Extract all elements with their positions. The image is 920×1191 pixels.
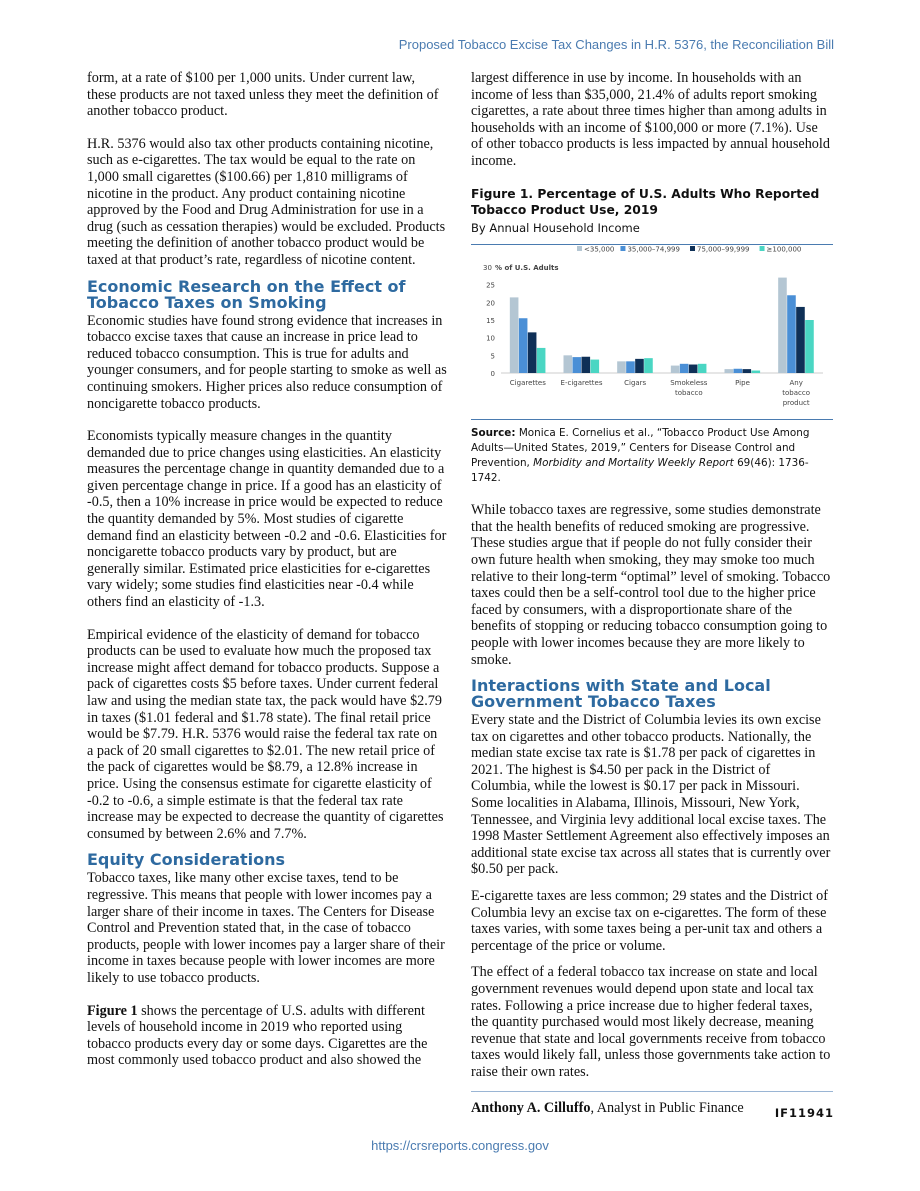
x-tick-label: tobacco <box>782 389 811 398</box>
source-label: Source: <box>471 427 516 440</box>
figure-subtitle: By Annual Household Income <box>471 220 640 235</box>
y-tick-label: 0 <box>490 370 495 379</box>
bar <box>805 320 814 373</box>
running-header: Proposed Tobacco Excise Tax Changes in H.R. 5376, the Reconciliation Bill <box>398 37 834 52</box>
section-heading: Interactions with State and Local Government Tobacco Taxes <box>471 676 771 712</box>
figure-source <box>471 426 833 486</box>
x-tick-label: tobacco <box>674 389 703 398</box>
bar <box>689 365 698 373</box>
x-tick-label: Cigarettes <box>509 379 546 388</box>
bar <box>698 364 707 373</box>
bar <box>734 369 743 373</box>
report-id: IF11941 <box>774 1106 834 1120</box>
y-axis-title: % of U.S. Adults <box>495 264 559 273</box>
x-tick-label: E-cigarettes <box>560 379 603 388</box>
bar <box>537 348 546 373</box>
footer-link[interactable]: https://crsreports.congress.gov <box>371 1138 549 1153</box>
bar <box>573 357 582 373</box>
bar <box>671 366 680 373</box>
bar <box>528 333 537 374</box>
paragraph: Economists typically measure changes in the quantity demanded due to price changes using elasticities. An elasticity measures the percentage change in quantity demanded due to a given percentage change in price. If a good has an elasticity of -0.5, then a 10% increase in price would be expected to reduce the quantity demanded by 5%. Most studies of cigarette demand find an elasticity between -0.2 and -0.6. Elasticities for noncigarette tobacco products vary by product, but are generally similar. Estimated price elasticities for e-cigarettes vary widely; some studies find elasticities near -0.4 while others find an elasticity of -1.3. <box>87 428 447 611</box>
legend-swatch <box>577 246 582 251</box>
bar <box>626 361 635 373</box>
legend-label: ≥100,000 <box>766 245 802 254</box>
paragraph: Tobacco taxes, like many other excise taxes, tend to be regressive. This means that people with lower incomes pay a larger share of their income in taxes. The Centers for Disease Control and Prevention stated that, in the case of tobacco products, people with lower incomes pay a larger share of their income in taxes because people with lower incomes are more likely to use tobacco products. <box>87 870 445 986</box>
figure-reference[interactable]: Figure 1 <box>87 1002 138 1019</box>
y-tick-label: 30 <box>483 264 492 273</box>
x-tick-label: Pipe <box>735 379 750 388</box>
x-tick-label: Cigars <box>624 379 647 388</box>
divider <box>471 1091 833 1092</box>
bar <box>778 278 787 373</box>
bar <box>787 295 796 373</box>
bar <box>743 369 752 373</box>
paragraph: The effect of a federal tobacco tax increase on state and local government revenues would depend upon state and local tax rates. Following a price increase due to higher federal taxes, the quantity purchased would most likely decrease, meaning revenue that state and local governments receive from tobacco taxes would likely fall, unless those governments take action to raise their own rates. <box>471 964 831 1080</box>
bar <box>582 357 591 373</box>
bar <box>635 359 644 373</box>
paragraph: form, at a rate of $100 per 1,000 units. Under current law, these products are not taxed unless they meet the definition of another tobacco product. <box>87 70 439 120</box>
bar <box>519 318 528 373</box>
legend-label: 35,000–74,999 <box>627 245 680 254</box>
figure-title: Figure 1. Percentage of U.S. Adults Who Reported Tobacco Product Use, 2019 <box>471 186 820 217</box>
bar <box>617 361 626 373</box>
y-tick-label: 15 <box>486 317 495 326</box>
legend-swatch <box>620 246 625 251</box>
legend-swatch <box>690 246 695 251</box>
source-text: 69(46): 1736-1742. <box>471 457 809 485</box>
x-tick-label: Smokeless <box>670 379 708 388</box>
author-name: Anthony A. Cilluffo <box>471 1099 591 1116</box>
source-text: Monica E. Cornelius et al., “Tobacco Product Use Among Adults—United States, 2019,” Centers for Disease Control and Prevention, <box>471 427 810 470</box>
bar <box>564 355 573 373</box>
section-heading: Economic Research on the Effect of Tobacco Taxes on Smoking <box>87 276 406 312</box>
legend-label: 75,000–99,999 <box>697 245 750 254</box>
y-tick-label: 20 <box>486 299 495 308</box>
figure-chart <box>471 244 833 420</box>
bar <box>752 371 761 373</box>
bar <box>796 307 805 373</box>
section-heading: Equity Considerations <box>87 850 286 870</box>
x-tick-label: Any <box>789 379 803 388</box>
x-tick-label: product <box>782 399 810 408</box>
paragraph-text: shows the percentage of U.S. adults with different levels of household income in 2019 who reported using tobacco products every day or some days. Cigarettes are the most commonly used tobacco product and also showed the <box>87 1002 428 1069</box>
paragraph: largest difference in use by income. In households with an income of less than $35,000, 21.4% of adults report smoking cigarettes, a rate about three times higher than among adults in households with an income of $100,000 or more (7.1%). Use of other tobacco products is less impacted by annual household income. <box>471 70 830 169</box>
y-tick-label: 25 <box>486 281 495 290</box>
left-column <box>87 70 447 1085</box>
right-column <box>471 70 833 1132</box>
bar <box>591 360 600 373</box>
legend-label: <35,000 <box>584 245 615 254</box>
y-tick-label: 10 <box>486 334 495 343</box>
bar <box>680 364 689 373</box>
paragraph: H.R. 5376 would also tax other products containing nicotine, such as e-cigarettes. The tax would be equal to the rate on 1,000 small cigarettes ($100.66) per 1,810 milligrams of nicotine in the product. Any product containing nicotine approved by the Food and Drug Administration for use in a drug (such as cessation therapies) would be excluded. Products meeting the definition of another tobacco product would be taxed at that product’s rate, regardless of nicotine content. <box>87 135 446 268</box>
paragraph: Economic studies have found strong evidence that increases in tobacco excise taxes that cause an increase in price lead to reduced tobacco consumption. This is true for adults and younger consumers, and for people starting to smoke as well as continuing smokers. Higher prices also reduce consumption of noncigarette tobacco products. <box>87 312 447 412</box>
legend-swatch <box>760 246 765 251</box>
bar <box>725 369 734 373</box>
paragraph: Every state and the District of Columbia levies its own excise tax on cigarettes and other tobacco products. Nationally, the median state excise tax rate is $1.78 per pack of cigarettes in 2021. The highest is $4.50 per pack in the District of Columbia, while the lowest is $0.17 per pack in Missouri. Some localities in Alabama, Illinois, Missouri, New York, Tennessee, and Virginia levy additional local excise taxes. The 1998 Master Settlement Agreement also effectively imposes an additional state excise tax across all states that is currently over $0.50 per pack. <box>471 712 831 878</box>
y-tick-label: 5 <box>490 352 495 361</box>
author-title: , Analyst in Public Finance <box>590 1099 744 1116</box>
paragraph <box>87 1003 447 1069</box>
bar <box>644 358 653 373</box>
bar-chart <box>471 245 833 419</box>
bar <box>510 298 519 374</box>
paragraph: While tobacco taxes are regressive, some studies demonstrate that the health benefits of reduced smoking are progressive. These studies argue that if people do not fully consider their own future health when smoking, they may smoke too much relative to their long-term “optimal” level of smoking. Tobacco taxes could then be a self-control tool due to the higher price faced by consumers, with a disproportionate share of the benefits of stopping or reducing tobacco consumption going to people with lower incomes because they are more likely to smoke. <box>471 502 831 668</box>
source-journal: Morbidity and Mortality Weekly Report <box>533 457 734 470</box>
paragraph: E-cigarette taxes are less common; 29 states and the District of Columbia levy an excise tax on e-cigarettes. The form of these taxes varies, with some taxes being a per-unit tax and others a percentage of the price or volume. <box>471 888 828 954</box>
paragraph: Empirical evidence of the elasticity of demand for tobacco products can be used to evaluate how much the proposed tax increase might affect demand for tobacco products. Suppose a pack of cigarettes costs $5 before taxes. Under current federal law and using the median state tax, the pack would have $2.79 in taxes ($1.01 federal and $1.78 state). The final retail price would be $7.79. H.R. 5376 would raise the federal tax rate on a pack of 20 small cigarettes to $2.01. The new retail price of the pack of cigarettes would be $8.79, a 12.8% increase in price. Using the consensus estimate for cigarette elasticity of -0.2 to -0.6, a simple estimate is that the federal tax rate increase may be expected to decrease the quantity of cigarettes consumed by between 2.6% and 7.7%. <box>87 626 444 842</box>
